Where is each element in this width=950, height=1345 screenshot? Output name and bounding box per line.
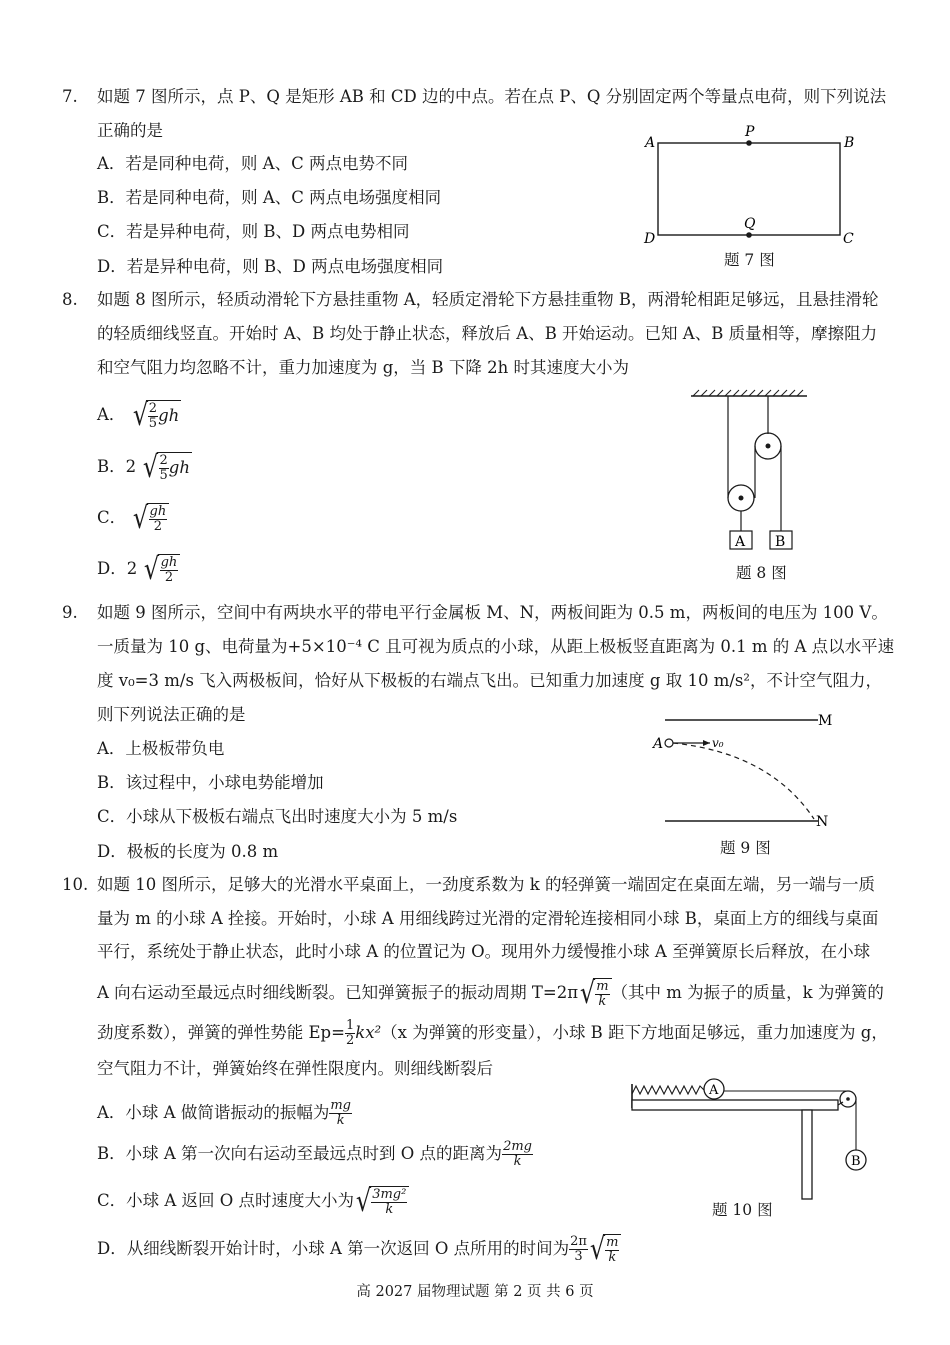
q8-option-d: D．2 √ $\frac{gh}{2}$	[97, 554, 180, 585]
q10-option-a: A．小球 A 做简谐振动的振幅为 $\frac{mg}{k}$	[97, 1098, 351, 1128]
q10-option-b: B．小球 A 第一次向右运动至最远点时到 O 点的距离为 $\frac{2mg}{k}$	[97, 1139, 532, 1169]
q9-label-m: M	[818, 713, 833, 729]
q7-number: 7.	[62, 87, 78, 106]
q10-figure	[628, 1078, 878, 1203]
q7-label-q: Q	[744, 216, 756, 232]
q9-stem-line3: 度 v₀=3 m/s 飞入两极板间，恰好从下极板的右端点飞出。已知重力加速度 g 取 10 m/s²，不计空气阻力，	[97, 671, 882, 690]
q7-stem-line1: 如题 7 图所示，点 P、Q 是矩形 AB 和 CD 边的中点。若在点 P、Q 分别固定两个等量点电荷，则下列说法	[97, 87, 887, 106]
page-footer: 高 2027 届物理试题 第 2 页 共 6 页	[356, 1284, 594, 1300]
q10-option-d: D．从细线断裂开始计时，小球 A 第一次返回 O 点所用的时间为 $\frac{2\pi}{3}$ √ $\frac{m}{k}$	[97, 1234, 621, 1265]
q7-option-c: C．若是异种电荷，则 B、D 两点电势相同	[97, 222, 410, 241]
q8-stem-line2: 的轻质细线竖直。开始时 A、B 均处于静止状态，释放后 A、B 开始运动。已知 A、B 质量相等，摩擦阻力	[97, 324, 878, 343]
q7-label-a: A	[645, 135, 656, 151]
q9-label-a: A	[653, 736, 664, 752]
q7-option-d: D．若是异种电荷，则 B、D 两点电场强度相同	[97, 257, 444, 276]
q8-label-b: B	[775, 534, 786, 550]
q7-stem-line2: 正确的是	[97, 121, 163, 140]
q10-table-top	[632, 1100, 838, 1110]
q7-caption: 题 7 图	[724, 251, 775, 269]
q8-label-a: A	[735, 534, 746, 550]
q8-number: 8.	[62, 290, 78, 309]
q10-stem-line2: 量为 m 的小球 A 拴接。开始时，小球 A 用细线跨过光滑的定滑轮连接相同小球 B，桌面上方的细线与桌面	[97, 909, 879, 928]
q10-stem-line3: 平行，系统处于静止状态，此时小球 A 的位置记为 O。现用外力缓慢推小球 A 至弹簧原长后释放，在小球	[97, 942, 871, 961]
q9-label-v0: v₀	[712, 736, 724, 750]
q8-caption: 题 8 图	[736, 564, 787, 582]
q9-stem-line2: 一质量为 10 g、电荷量为+5×10⁻⁴ C 且可视为质点的小球，从距上极板竖直距离为 0.1 m 的 A 点以水平速	[97, 637, 895, 656]
q9-caption: 题 9 图	[720, 839, 771, 857]
q9-option-c: C．小球从下极板右端点飞出时速度大小为 5 m/s	[97, 807, 458, 826]
q10-table-leg	[802, 1110, 812, 1199]
q7-figure	[640, 125, 860, 245]
q7-point-q	[746, 232, 752, 238]
q10-label-b: B	[851, 1154, 861, 1169]
q10-stem-line1: 如题 10 图所示，足够大的光滑水平桌面上，一劲度系数为 k 的轻弹簧一端固定在桌面左端，另一端与一质	[97, 875, 875, 894]
q10-stem-line6: 空气阻力不计，弹簧始终在弹性限度内。则细线断裂后	[97, 1059, 493, 1078]
q9-label-n: N	[816, 814, 829, 830]
q8-stem-line1: 如题 8 图所示，轻质动滑轮下方悬挂重物 A，轻质定滑轮下方悬挂重物 B，两滑轮相距足够远，且悬挂滑轮	[97, 290, 879, 309]
q7-point-p	[746, 140, 752, 146]
q10-label-a: A	[709, 1083, 719, 1098]
q10-caption: 题 10 图	[712, 1201, 773, 1219]
q10-spring	[632, 1086, 704, 1094]
q7-option-a: A．若是同种电荷，则 A、C 两点电势不同	[97, 154, 408, 173]
q8-option-b: B．2 √ $\frac{2}{5}$ gh	[97, 449, 190, 485]
q9-stem-line1: 如题 9 图所示，空间中有两块水平的带电平行金属板 M、N，两板间距为 0.5 m，两板间的电压为 100 V。	[97, 603, 888, 622]
q10-stem-line4: A 向右运动至最远点时细线断裂。已知弹簧振子的振动周期 T=2π√ $\frac{m}{k}$ （其中 m 为振子的质量，k 为弹簧的	[97, 975, 884, 1011]
q7-option-b: B．若是同种电荷，则 A、C 两点电场强度相同	[97, 188, 442, 207]
q8-stem-line3: 和空气阻力均忽略不计，重力加速度为 g，当 B 下降 2h 时其速度大小为	[97, 358, 630, 377]
q10-option-c: C．小球 A 返回 O 点时速度大小为√ $\frac{\text{3mg²}}{k}$	[97, 1186, 409, 1217]
q9-stem-line4: 则下列说法正确的是	[97, 705, 246, 724]
q9-option-b: B．该过程中，小球电势能增加	[97, 773, 324, 792]
q10-stem-line5: 劲度系数），弹簧的弹性势能 Ep= $\frac{1}{2}$ kx²（x 为弹簧的形变量），小球 B 距下方地面足够远，重力加速度为 g，	[97, 1018, 888, 1048]
q10-number: 10.	[62, 875, 89, 894]
q8-figure	[685, 388, 815, 553]
q8-ceiling-hatch	[693, 390, 803, 396]
q9-number: 9.	[62, 603, 78, 622]
q8-option-a: A． √ $\frac{2}{5}$ gh	[97, 397, 180, 433]
q9-trajectory	[673, 743, 814, 819]
q8-option-c: C． √ $\frac{gh}{2}$	[97, 503, 169, 534]
q9-ball	[665, 739, 673, 747]
q7-label-c: C	[843, 231, 854, 247]
q9-option-a: A．上极板带负电	[97, 739, 225, 758]
q7-label-d: D	[644, 231, 656, 247]
q7-label-p: P	[745, 124, 755, 140]
q7-label-b: B	[844, 135, 855, 151]
q9-option-d: D．极板的长度为 0.8 m	[97, 842, 279, 861]
q9-figure	[650, 708, 850, 833]
